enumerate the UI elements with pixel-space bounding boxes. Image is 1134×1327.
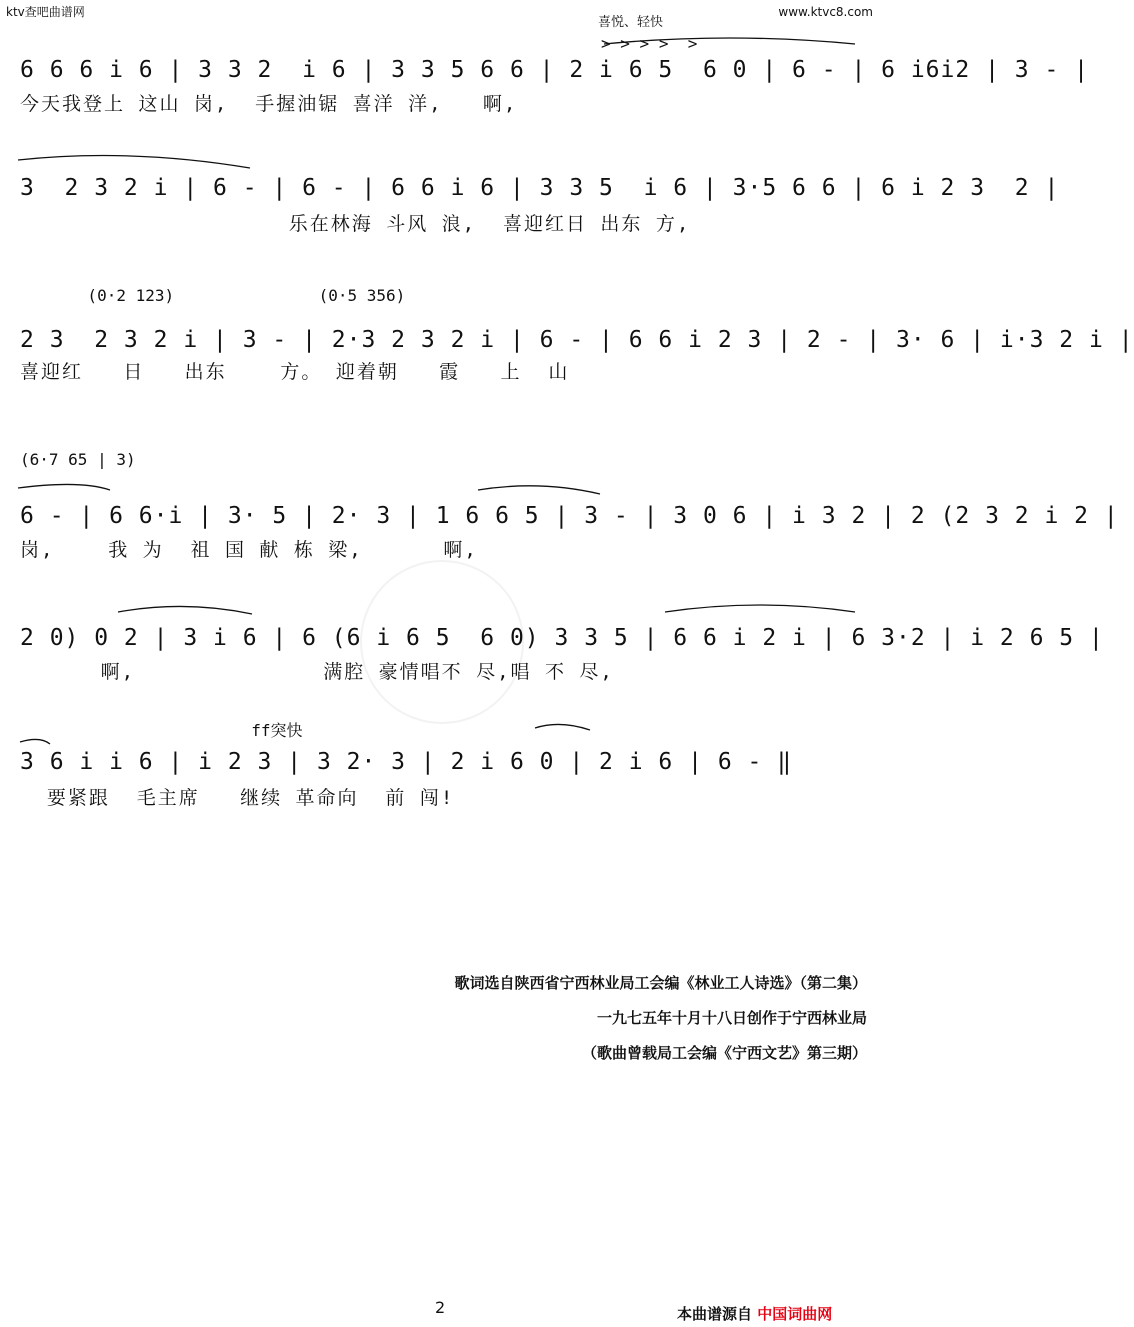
music-system-3 — [20, 286, 1134, 396]
dynamic-marking: ff突快 — [20, 721, 303, 740]
jianpu-notes: 2 0) 0 2 | 3 i 6 | 6 (6 i 6 5 6 0) 3 3 5 | 6 6 i 2 i | 6 3·2 | i 2 6 5 | — [20, 625, 1104, 651]
music-system-5 — [20, 618, 1104, 698]
source-label: 本曲谱源自 — [677, 1305, 753, 1323]
site-logo-left[interactable]: ktv查吧曲谱网 — [6, 5, 85, 19]
lyric-line: 要紧跟 毛主席 继续 革命向 前 闯! — [20, 787, 455, 809]
tempo-marking: 喜悦、轻快 — [598, 15, 664, 30]
lyric-line: 乐在林海 斗风 浪, 喜迎红日 出东 方, — [20, 213, 691, 235]
source-site-link[interactable]: 中国词曲网 — [757, 1305, 833, 1323]
music-system-2 — [20, 168, 1060, 268]
jianpu-notes: 6 6 6 i 6 | 3 3 2 i 6 | 3 3 5 6 6 | 2 i 6 5 6 0 | 6 - | 6 i6i2 | 3 - | — [20, 57, 1089, 83]
site-url-right[interactable]: www.ktvc8.com — [778, 5, 873, 19]
music-system-6 — [20, 716, 860, 826]
accent-marks: > > > > > — [418, 34, 698, 53]
page-number: 2 — [435, 1298, 446, 1317]
interlude-notes: (0·2 123) (0·5 356) — [20, 286, 406, 305]
publication-credit: （歌曲曾载局工会编《宁西文艺》第三期） — [581, 1044, 867, 1062]
interlude-notes: (6·7 65 | 3) — [20, 450, 136, 469]
jianpu-notes: 3 2 3 2 i | 6 - | 6 - | 6 6 i 6 | 3 3 5 i 6 | 3·5 6 6 | 6 i 2 3 2 | — [20, 175, 1060, 201]
music-system-1 — [20, 34, 1089, 134]
lyric-line: 今天我登上 这山 岗, 手握油锯 喜洋 洋, 啊, — [20, 93, 518, 115]
composition-date-credit: 一九七五年十月十八日创作于宁西林业局 — [596, 1009, 867, 1027]
music-system-4 — [20, 446, 1119, 566]
jianpu-notes: 6 - | 6 6·i | 3· 5 | 2· 3 | 1 6 6 5 | 3 - | 3 0 6 | i 3 2 | 2 (2 3 2 i 2 | — [20, 503, 1119, 529]
jianpu-notes: 2 3 2 3 2 i | 3 - | 2·3 2 3 2 i | 6 - | 6 6 i 2 3 | 2 - | 3· 6 | i·3 2 i | — [20, 327, 1134, 353]
lyric-source-credit: 歌词选自陕西省宁西林业局工会编《林业工人诗选》（第二集） — [454, 974, 867, 992]
lyric-line: 岗, 我 为 祖 国 献 栋 梁, 啊, — [20, 539, 478, 561]
lyric-line: 啊, 满腔 豪情唱不 尽,唱 不 尽, — [20, 661, 614, 683]
lyric-line: 喜迎红 日 出东 方。 迎着朝 霞 上 山 — [20, 361, 570, 383]
source-footer — [677, 1303, 832, 1324]
jianpu-notes: 3 6 i i 6 | i 2 3 | 3 2· 3 | 2 i 6 0 | 2 i 6 | 6 - ‖ — [20, 749, 793, 775]
